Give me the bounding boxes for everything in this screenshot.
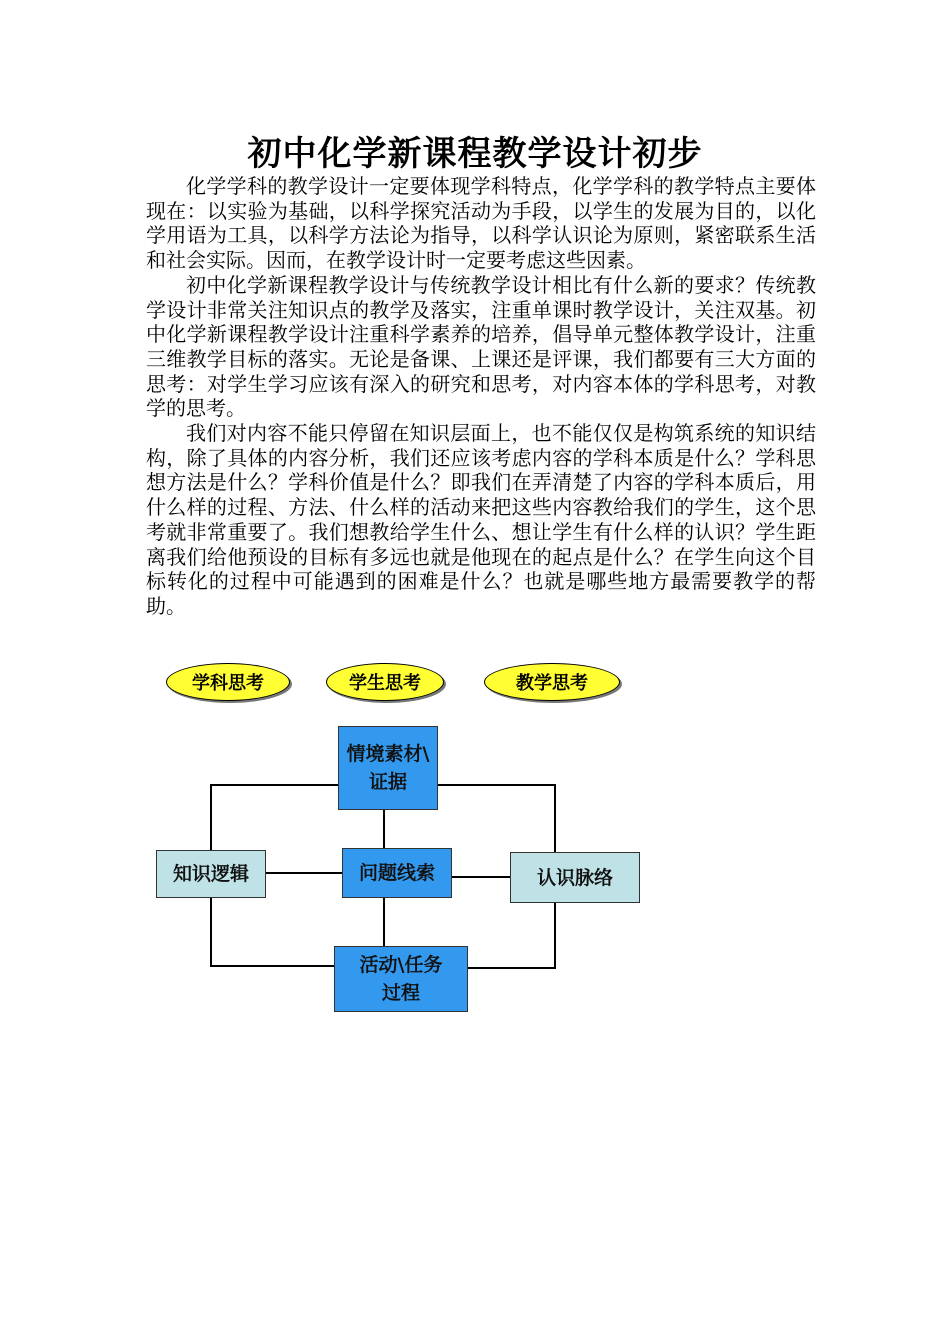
document-body bbox=[146, 174, 816, 619]
connector-left-center bbox=[266, 872, 342, 874]
connector-left-lower bbox=[210, 898, 212, 966]
connector-right-upper bbox=[554, 784, 556, 852]
pill-student-thinking: 学生思考 bbox=[326, 663, 444, 701]
pill-subject-thinking: 学科思考 bbox=[166, 663, 290, 701]
connector-bottom-left bbox=[210, 965, 334, 967]
connector-top-right bbox=[438, 784, 554, 786]
connector-right-lower bbox=[554, 903, 556, 969]
node-context-evidence: 情境素材\ 证据 bbox=[338, 726, 438, 810]
connector-center-bottom bbox=[383, 898, 385, 946]
document-title: 初中化学新课程教学设计初步 bbox=[247, 134, 703, 174]
connector-left-upper bbox=[210, 784, 212, 850]
paragraph-3: 我们对内容不能只停留在知识层面上，也不能仅仅是构筑系统的知识结构，除了具体的内容分析，我们还应该考虑内容的学科本质是什么？学科思想方法是什么？学科价值是什么？即我们在弄清楚了内容的学科本质后，用什么样的过程、方法、什么样的活动来把这些内容教给我们的学生，这个思考就非常重要了。我们想教给学生什么、想让学生有什么样的认识？学生距离我们给他预设的目标有多远也就是他现在的起点是什么？在学生向这个目标转化的过程中可能遇到的困难是什么？也就是哪些地方最需要教学的帮助。 bbox=[146, 421, 816, 618]
node-activity-task-process: 活动\任务 过程 bbox=[334, 946, 468, 1012]
node-knowledge-logic: 知识逻辑 bbox=[156, 850, 266, 898]
paragraph-2: 初中化学新课程教学设计与传统教学设计相比有什么新的要求？传统教学设计非常关注知识点的教学及落实，注重单课时教学设计，关注双基。初中化学新课程教学设计注重科学素养的培养，倡导单元整体教学设计，注重三维教学目标的落实。无论是备课、上课还是评课，我们都要有三大方面的思考：对学生学习应该有深入的研究和思考，对内容本体的学科思考，对教学的思考。 bbox=[146, 272, 816, 421]
connector-top-left bbox=[210, 784, 338, 786]
pill-teaching-thinking: 教学思考 bbox=[484, 663, 620, 701]
paragraph-1: 化学学科的教学设计一定要体现学科特点，化学学科的教学特点主要体现在：以实验为基础，以科学探究活动为手段，以学生的发展为目的，以化学用语为工具，以科学方法论为指导，以科学认识论为原则，紧密联系生活和社会实际。因而，在教学设计时一定要考虑这些因素。 bbox=[146, 174, 816, 273]
connector-top-center bbox=[383, 810, 385, 848]
connector-bottom-right bbox=[468, 967, 556, 969]
node-cognition-context: 认识脉络 bbox=[510, 852, 640, 903]
node-question-clues: 问题线索 bbox=[342, 848, 452, 898]
connector-center-right bbox=[452, 876, 510, 878]
